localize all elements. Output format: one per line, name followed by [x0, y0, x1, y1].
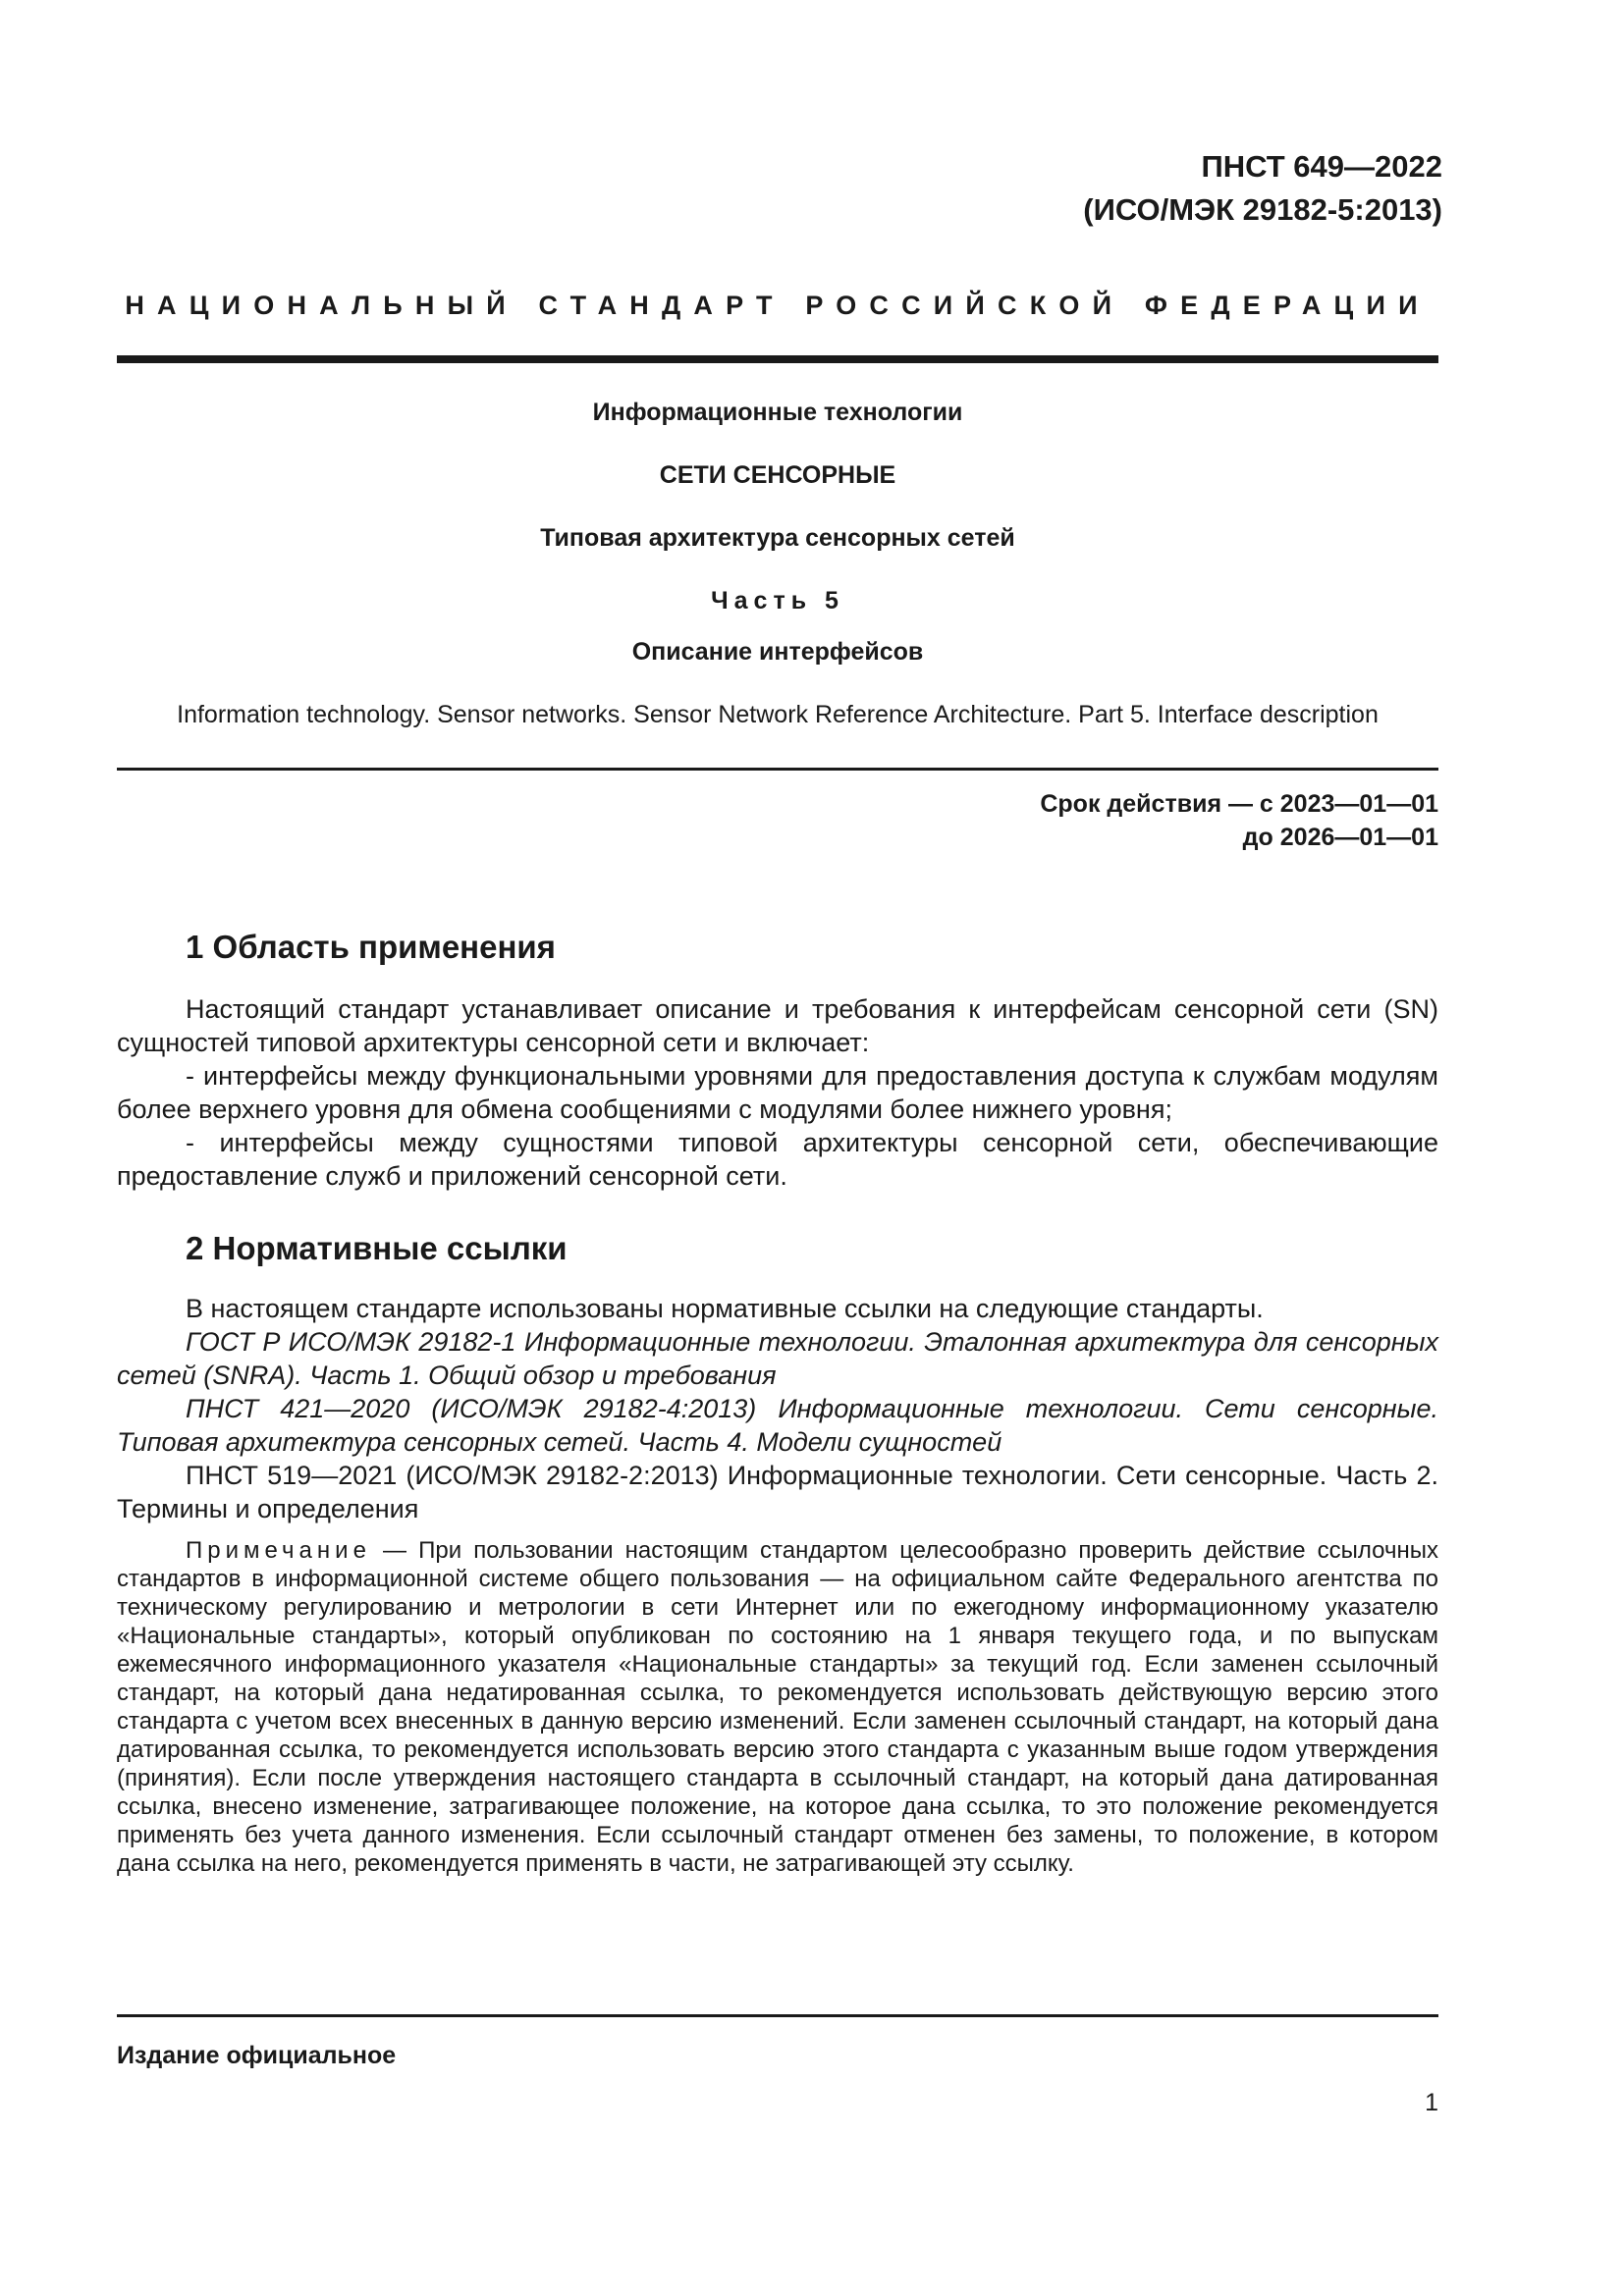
document-equivalent: (ИСО/МЭК 29182-5:2013) — [1083, 192, 1442, 227]
reference-item: ПНСТ 519—2021 (ИСО/МЭК 29182-2:2013) Информационные технологии. Сети сенсорные. Часть 2. Термины и определения — [117, 1461, 1438, 1523]
reference-item: ПНСТ 421—2020 (ИСО/МЭК 29182-4:2013) Информационные технологии. Сети сенсорные. Типовая архитектура сенсорных сетей. Часть 4. Модели сущностей — [117, 1394, 1438, 1457]
validity-to: до 2026—01—01 — [1242, 824, 1438, 851]
note-text: — При пользовании настоящим стандартом целесообразно проверить действие ссылочных стандартов в информационной системе общего пользования — на официальном сайте Федерального агентства по техническому регулированию и метрологии в сети Интернет или по ежегодному информационному указателю «Национальные стандарты», который опубликован по состоянию на 1 января текущего года, и по выпускам ежемесячного информационного указателя «Национальные стандарты» за текущий год. Если заменен ссылочный стандарт, на который дана недатированная ссылка, то рекомендуется использовать действующую версию этого стандарта с учетом всех внесенных в данную версию изменений. Если заменен ссылочный стандарт, на который дана датированная ссылка, то рекомендуется использовать версию этого стандарта с указанным выше годом утверждения (принятия). Если после утверждения настоящего стандарта в ссылочный стандарт, на который дана датированная ссылка, внесено изменение, затрагивающее положение, на которое дана ссылка, то это положение рекомендуется применять без учета данного изменения. Если ссылочный стандарт отменен без замены, то положение, в котором дана ссылка на него, рекомендуется применять в части, не затрагивающей эту ссылку. — [117, 1537, 1438, 1877]
section-1-body — [117, 992, 1438, 1193]
note-paragraph — [117, 1536, 1438, 1878]
section-2-body — [117, 1292, 1438, 1525]
validity-period — [1040, 787, 1438, 854]
section-2-intro: В настоящем стандарте использованы нормативные ссылки на следующие стандарты. — [186, 1294, 1264, 1323]
title-line-2: СЕТИ СЕНСОРНЫЕ — [659, 461, 896, 489]
footer-rule — [117, 2014, 1438, 2017]
document-number: ПНСТ 649—2022 — [1201, 149, 1442, 184]
title-part: Часть 5 — [711, 587, 844, 614]
section-1-list-item: - интерфейсы между сущностями типовой архитектуры сенсорной сети, обеспечивающие предоставление служб и приложений сенсорной сети. — [117, 1128, 1438, 1191]
section-2-heading: 2 Нормативные ссылки — [186, 1230, 568, 1266]
title-subtitle: Описание интерфейсов — [631, 638, 924, 666]
page-number: 1 — [1425, 2089, 1438, 2116]
section-1-paragraph: Настоящий стандарт устанавливает описание и требования к интерфейсам сенсорной сети (SN) сущностей типовой архитектуры сенсорной сети и включает: — [117, 994, 1438, 1057]
title-rule — [117, 768, 1438, 771]
title-line-3: Типовая архитектура сенсорных сетей — [540, 524, 1015, 552]
note-block — [117, 1536, 1438, 1878]
header-rule — [117, 355, 1438, 363]
national-standard-banner: НАЦИОНАЛЬНЫЙ СТАНДАРТ РОССИЙСКОЙ ФЕДЕРАЦИИ — [125, 291, 1431, 320]
reference-item: ГОСТ Р ИСО/МЭК 29182-1 Информационные технологии. Эталонная архитектура для сенсорных сетей (SNRA). Часть 1. Общий обзор и требования — [117, 1327, 1438, 1390]
title-line-1: Информационные технологии — [592, 399, 963, 426]
title-english: Information technology. Sensor networks. Sensor Network Reference Architecture. Part 5. Interface description — [177, 701, 1379, 728]
validity-from: Срок действия — с 2023—01—01 — [1040, 790, 1438, 818]
document-number-block — [1083, 145, 1442, 232]
edition-label: Издание официальное — [117, 2042, 397, 2069]
section-1-list-item: - интерфейсы между функциональными уровнями для предоставления доступа к службам модулям более верхнего уровня для обмена сообщениями с модулями более нижнего уровня; — [117, 1061, 1438, 1124]
section-1-heading: 1 Область применения — [186, 929, 556, 965]
note-label: Примечание — [186, 1537, 371, 1564]
